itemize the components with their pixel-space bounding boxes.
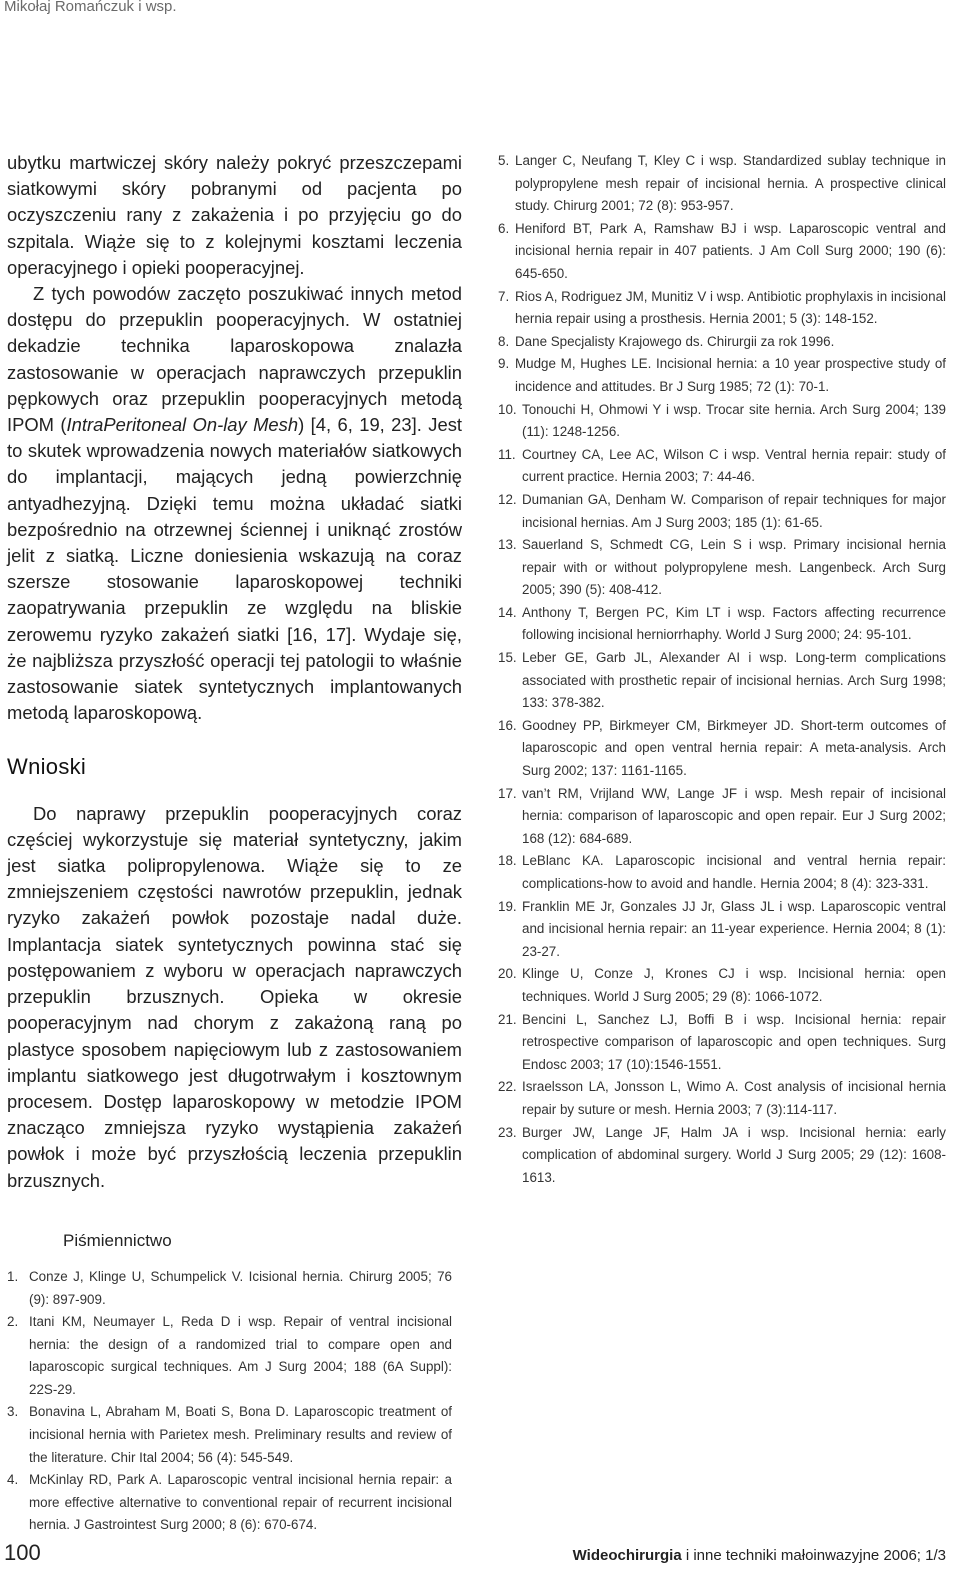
reference-text: Israelsson LA, Jonsson L, Wimo A. Cost analysis of incisional hernia repair by suture or mesh. Hernia 2003; 7 (3):114-117. [522,1079,946,1117]
page-number: 100 [4,1540,41,1565]
reference-item [498,963,946,1008]
reference-item [498,602,946,647]
reference-number: 9. [498,356,510,372]
reference-item [498,783,946,851]
reference-item [498,150,946,218]
reference-item [498,444,946,489]
references-list-right [498,150,946,1189]
reference-item [498,353,946,398]
reference-item [498,534,946,602]
reference-item [498,850,946,895]
reference-text: Bencini L, Sanchez LJ, Boffi B i wsp. Incisional hernia: repair retrospective comparison of laparoscopic and open techniques. Surg Endosc 2003; 17 (10):1546-1551. [522,1011,946,1072]
reference-item [7,1401,452,1469]
reference-text: Franklin ME Jr, Gonzales JJ Jr, Glass JL i wsp. Laparoscopic ventral and incisional hernia repair: an 11-year experience. Hernia 2004; 8 (1): 23-27. [522,898,946,959]
reference-number: 2. [7,1314,19,1330]
conclusions-heading: Wnioski [7,754,87,780]
reference-item [7,1266,452,1311]
left-column [7,150,462,1537]
reference-number: 18. [498,853,517,869]
reference-number: 11. [498,446,516,462]
reference-text: McKinlay RD, Park A. Laparoscopic ventral incisional hernia repair: a more effective alternative to conventional repair of recurrent incisional hernia. J Gastrointest Surg 2000; 8 (6): 670-674. [29,1472,452,1533]
reference-number: 17. [498,785,517,801]
journal-footer [573,1547,946,1564]
reference-text: Burger JW, Lange JF, Halm JA i wsp. Incisional hernia: early complication of abdominal surgery. World J Surg 2005; 29 (12): 1608-1613. [522,1124,946,1185]
reference-item [498,489,946,534]
reference-text: Mudge M, Hughes LE. Incisional hernia: a 10 year prospective study of incidence and attitudes. Br J Surg 1985; 72 (1): 70-1. [515,356,946,394]
reference-item [498,399,946,444]
references-heading: Piśmiennictwo [63,1230,172,1250]
reference-number: 21. [498,1011,517,1027]
running-head: Mikołaj Romańczuk i wsp. [4,0,177,15]
reference-number: 14. [498,604,517,620]
reference-text: Dumanian GA, Denham W. Comparison of repair techniques for major incisional hernias. Am J Surg 2003; 185 (1): 61-65. [522,491,946,530]
reference-text: Sauerland S, Schmedt CG, Lein S i wsp. Primary incisional hernia repair with or without polypropylene mesh. Langenbeck. Arch Surg 2005; 390 (5): 408-412. [522,537,946,598]
reference-item [498,647,946,715]
reference-number: 22. [498,1079,517,1095]
conclusions-paragraph: Do naprawy przepuklin pooperacyjnych coraz częściej wykorzystuje się materiał syntetyczny, jakim jest siatka polipropylenowa. Wiąże się to ze zmniejszeniem częstości nawrotów przepuklin, jednak ryzyko zakażeń powłok pozostaje nadal duże. Implantacja siatek syntetycznych powinna stać się postępowaniem z wyboru w operacjach naprawczych przepuklin brzusznych. Opieka w okresie pooperacyjnym nad chorym z zakażoną raną po plastyce sposobem napięciowym lub z zastosowaniem implantu siatkowego jest długotrwałym i kosztownym procesem. Dostęp laparoskopowy w metodzie IPOM znacząco zmniejsza ryzyko wystąpienia zakażeń powłok i może być przyszłością leczenia przepuklin brzusznych. [7,802,462,1191]
reference-text: Klinge U, Conze J, Krones CJ i wsp. Incisional hernia: open techniques. World J Surg 2005; 29 (8): 1066-1072. [522,966,946,1004]
reference-text: Bonavina L, Abraham M, Boati S, Bona D. Laparoscopic treatment of incisional hernia with Parietex mesh. Preliminary results and review of the literature. Chir Ital 2004; 56 (4): 545-549. [29,1404,452,1465]
reference-text: Courtney CA, Lee AC, Wilson C i wsp. Ventral hernia repair: study of current practice. Hernia 2003; 7: 44-46. [522,446,946,485]
references-list-left [7,1266,452,1537]
journal-name: Wideochirurgia [572,1547,682,1564]
body-paragraph-2-part-b: ) [4, 6, 19, 23]. Jest to skutek wprowadzenia nowych materiałów siatkowych do implantacji, mających jedną powierzchnię antyadhezyjną. Dzięki temu można układać siatki bezpośrednio na otrzewnej ściennej i uniknąć zrostów jelit z siatką. Liczne doniesienia wskazują na coraz szersze stosowanie laparoskopowej techniki zaopatrywania przepuklin ze względu na bliskie zerowemu ryzyko zakażeń siatki [16, 17]. Wydaje się, że najbliższa przyszłość operacji tej patologii to właśnie zastosowanie siatek syntetycznych implantowanych metodą laparoskopową. [7,414,462,724]
reference-number: 19. [498,898,517,914]
reference-text: Leber GE, Garb JL, Alexander AI i wsp. Long-term complications associated with prosthetic repair of incisional hernias. Arch Surg 1998; 133: 378-382. [522,650,946,711]
reference-text: Goodney PP, Birkmeyer CM, Birkmeyer JD. Short-term outcomes of laparoscopic and open ventral hernia repair: A meta-analysis. Arch Surg 2002; 137: 1161-1165. [522,717,946,779]
reference-item [498,218,946,286]
reference-number: 3. [7,1404,19,1420]
reference-number: 1. [7,1268,19,1284]
reference-item [498,286,946,331]
reference-text: Tonouchi H, Ohmowi Y i wsp. Trocar site hernia. Arch Surg 2004; 139 (11): 1248-1256. [522,401,946,440]
reference-text: Dane Specjalisty Krajowego ds. Chirurgii za rok 1996. [515,333,835,349]
reference-item [7,1469,452,1537]
reference-number: 8. [498,333,510,349]
body-paragraph-2-part-a: Z tych powodów zaczęto poszukiwać innych metod dostępu do przepuklin pooperacyjnych. W ostatniej dekadzie technika laparoskopowa znalazła zastosowanie w operacjach naprawczych przepuklin pępkowych oraz przepuklin pooperacyjnych metodą IPOM ( [7,283,462,436]
reference-text: Conze J, Klinge U, Schumpelick V. Icisional hernia. Chirurg 2005; 76 (9): 897-909. [29,1268,452,1307]
reference-item [498,1122,946,1190]
reference-number: 10. [498,401,517,417]
reference-item [498,331,946,354]
reference-item [7,1311,452,1401]
ipom-expansion: IntraPeritoneal On-lay Mesh [66,414,299,436]
reference-text: Rios A, Rodriguez JM, Munitiz V i wsp. Antibiotic prophylaxis in incisional hernia repair using a prosthesis. Hernia 2001; 5 (3): 148-152. [515,288,946,327]
reference-number: 5. [498,153,510,168]
reference-number: 13. [498,537,517,553]
reference-item [498,896,946,964]
journal-issue: i inne techniki małoinwazyjne 2006; 1/3 [681,1547,946,1564]
reference-number: 7. [498,288,510,304]
reference-text: Itani KM, Neumayer L, Reda D i wsp. Repair of ventral incisional hernia: the design of a randomized trial to compare open and laparoscopic surgical techniques. Am J Surg 2004; 188 (6A Suppl): 22S-29. [29,1314,452,1397]
reference-item [498,1076,946,1121]
reference-text: LeBlanc KA. Laparoscopic incisional and ventral hernia repair: complications-how to avoid and handle. Hernia 2004; 8 (4): 323-331. [522,853,946,891]
reference-number: 6. [498,220,510,236]
reference-number: 23. [498,1124,517,1140]
reference-number: 4. [7,1472,19,1488]
body-paragraph-1: ubytku martwiczej skóry należy pokryć przeszczepami siatkowymi skóry pobranymi od pacjenta po oczyszczeniu rany z zakażenia i po przyjęciu go do szpitala. Wiąże się to z kolejnymi kosztami leczenia operacyjnego i opieki pooperacyjnej. [7,152,462,278]
reference-number: 20. [498,966,517,982]
reference-text: Heniford BT, Park A, Ramshaw BJ i wsp. Laparoscopic ventral and incisional hernia repair in 407 patients. J Am Coll Surg 2000; 190 (6): 645-650. [515,220,946,281]
reference-text: Anthony T, Bergen PC, Kim LT i wsp. Factors affecting recurrence following incisional herniorrhaphy. World J Surg 2000; 24: 95-101. [522,604,946,643]
reference-text: van’t RM, Vrijland WW, Lange JF i wsp. Mesh repair of incisional hernia: comparison of laparoscopic and open repair. Eur J Surg 2002; 168 (12): 684-689. [522,785,946,846]
reference-text: Langer C, Neufang T, Kley C i wsp. Standardized sublay technique in polypropylene mesh repair of incisional hernia. A prospective clinical study. Chirurg 2001; 72 (8): 953-957. [515,153,946,214]
reference-number: 12. [498,491,517,507]
body-paragraph-2 [7,281,462,726]
reference-number: 16. [498,717,517,733]
reference-number: 15. [498,650,517,666]
reference-item [498,715,946,783]
right-column [498,150,946,1189]
reference-item [498,1009,946,1077]
